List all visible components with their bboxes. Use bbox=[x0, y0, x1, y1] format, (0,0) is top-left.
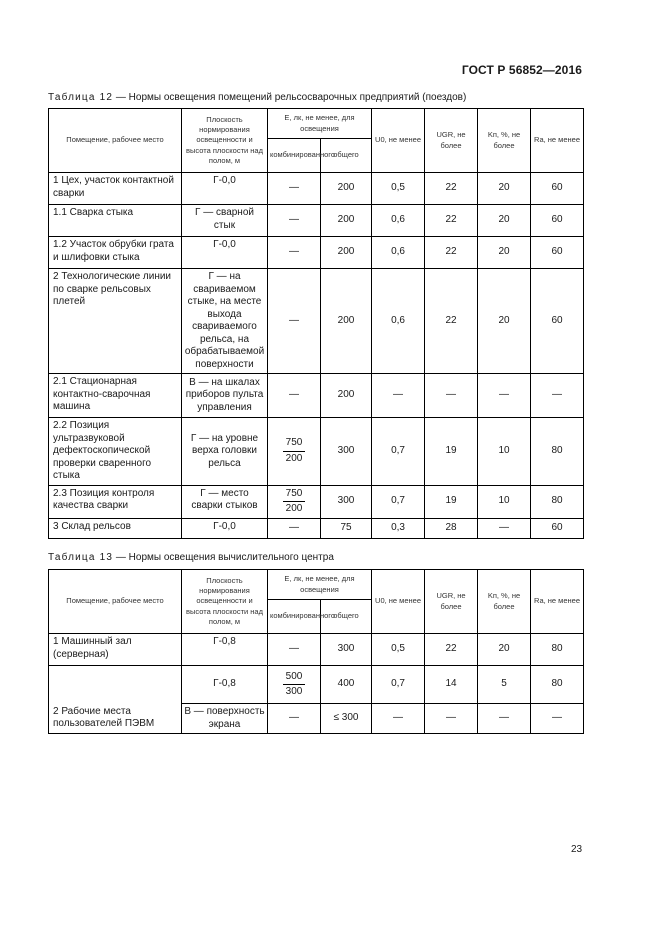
cell-plane: Г — на свариваемом стыке, на месте выхода свариваемого рельса, на обрабатываемой поверхности bbox=[182, 269, 268, 374]
cell-e-gen: 300 bbox=[321, 485, 372, 518]
cell-e-comb: — bbox=[268, 269, 321, 374]
page-number: 23 bbox=[571, 844, 583, 855]
cell-kp: 20 bbox=[478, 173, 531, 205]
cell-ugr: 22 bbox=[425, 634, 478, 666]
cell-ra: 60 bbox=[531, 205, 584, 237]
cell-room: 1 Цех, участок контактной сварки bbox=[49, 173, 182, 205]
cell-e-gen: 400 bbox=[321, 666, 372, 704]
cell-plane: Г-0,0 bbox=[182, 237, 268, 269]
cell-e-comb: — bbox=[268, 173, 321, 205]
cell-uo: 0,7 bbox=[372, 666, 425, 704]
cell-room: 1.1 Сварка стыка bbox=[49, 205, 182, 237]
cell-plane: Г-0,8 bbox=[182, 666, 268, 704]
table-12-title: — Нормы освещения помещений рельсосварочных предприятий (поездов) bbox=[115, 92, 467, 103]
cell-uo: 0,6 bbox=[372, 269, 425, 374]
cell-room bbox=[49, 666, 182, 704]
th-plane: Плоскость нормирования освещенности и высота плоскости над полом, м bbox=[182, 109, 268, 173]
th-e-comb: комбинированного bbox=[268, 139, 321, 173]
cell-e-gen: 200 bbox=[321, 173, 372, 205]
th-kp: Kп, %, не более bbox=[478, 570, 531, 634]
cell-kp: 10 bbox=[478, 418, 531, 486]
table-row bbox=[49, 205, 584, 237]
cell-e-comb: — bbox=[268, 237, 321, 269]
cell-e-comb: — bbox=[268, 518, 321, 538]
cell-e-comb: — bbox=[268, 205, 321, 237]
th-plane: Плоскость нормирования освещенности и высота плоскости над полом, м bbox=[182, 570, 268, 634]
th-e-gen: общего bbox=[321, 600, 372, 634]
cell-room: 1.2 Участок обрубки грата и шлифовки стыка bbox=[49, 237, 182, 269]
cell-e-comb bbox=[268, 485, 321, 518]
cell-e-gen: 200 bbox=[321, 269, 372, 374]
e-comb-fraction bbox=[283, 437, 306, 465]
th-ra: Ra, не менее bbox=[531, 109, 584, 173]
fraction-denominator: 300 bbox=[285, 686, 303, 697]
cell-kp: 5 bbox=[478, 666, 531, 704]
cell-kp: — bbox=[478, 374, 531, 418]
table-row bbox=[49, 518, 584, 538]
cell-room: 2.2 Позиция ультразвуковой дефектоскопической проверки сваренного стыка bbox=[49, 418, 182, 486]
cell-ugr: 22 bbox=[425, 173, 478, 205]
cell-e-gen: ≤ 300 bbox=[321, 704, 372, 734]
cell-ugr: 22 bbox=[425, 237, 478, 269]
table-row bbox=[49, 237, 584, 269]
cell-ra: 60 bbox=[531, 518, 584, 538]
th-uo: U0, не менее bbox=[372, 570, 425, 634]
cell-e-comb bbox=[268, 418, 321, 486]
cell-kp: 20 bbox=[478, 205, 531, 237]
th-ugr: UGR, не более bbox=[425, 109, 478, 173]
cell-e-gen: 75 bbox=[321, 518, 372, 538]
cell-e-comb bbox=[268, 666, 321, 704]
table-12-caption bbox=[48, 92, 466, 103]
cell-kp: — bbox=[478, 518, 531, 538]
table-row bbox=[49, 418, 584, 486]
cell-plane: Г-0,0 bbox=[182, 173, 268, 205]
cell-uo: 0,6 bbox=[372, 205, 425, 237]
table-12-label: Таблица 12 bbox=[48, 92, 114, 103]
table-13-title: — Нормы освещения вычислительного центра bbox=[115, 552, 334, 563]
table-row bbox=[49, 666, 584, 704]
cell-plane: Г — место сварки стыков bbox=[182, 485, 268, 518]
cell-room: 2 Технологические линии по сварке рельсовых плетей bbox=[49, 269, 182, 374]
cell-kp: — bbox=[478, 704, 531, 734]
cell-uo: — bbox=[372, 374, 425, 418]
table-13-label: Таблица 13 bbox=[48, 552, 114, 563]
cell-uo: — bbox=[372, 704, 425, 734]
cell-kp: 20 bbox=[478, 269, 531, 374]
cell-kp: 20 bbox=[478, 634, 531, 666]
th-e-group: E, лк, не менее, для освещения bbox=[268, 570, 372, 600]
cell-e-gen: 200 bbox=[321, 205, 372, 237]
fraction-numerator: 750 bbox=[283, 488, 306, 503]
cell-ugr: 19 bbox=[425, 485, 478, 518]
table-row bbox=[49, 374, 584, 418]
cell-uo: 0,7 bbox=[372, 418, 425, 486]
table-12 bbox=[48, 108, 584, 539]
cell-kp: 20 bbox=[478, 237, 531, 269]
standard-header: ГОСТ Р 56852—2016 bbox=[461, 63, 582, 77]
cell-ra: 80 bbox=[531, 485, 584, 518]
cell-e-gen: 200 bbox=[321, 237, 372, 269]
cell-uo: 0,5 bbox=[372, 634, 425, 666]
th-uo: U0, не менее bbox=[372, 109, 425, 173]
table-13-caption bbox=[48, 552, 334, 563]
cell-ugr: 22 bbox=[425, 205, 478, 237]
cell-ugr: 19 bbox=[425, 418, 478, 486]
cell-kp: 10 bbox=[478, 485, 531, 518]
cell-uo: 0,5 bbox=[372, 173, 425, 205]
cell-room: 2 Рабочие места пользователей ПЭВМ bbox=[49, 704, 182, 734]
cell-uo: 0,3 bbox=[372, 518, 425, 538]
fraction-denominator: 200 bbox=[285, 452, 303, 464]
cell-ugr: 28 bbox=[425, 518, 478, 538]
cell-ugr: — bbox=[425, 704, 478, 734]
cell-plane: Г — сварной стык bbox=[182, 205, 268, 237]
cell-plane: В — поверхность экрана bbox=[182, 704, 268, 734]
cell-uo: 0,6 bbox=[372, 237, 425, 269]
th-ugr: UGR, не более bbox=[425, 570, 478, 634]
table-row bbox=[49, 704, 584, 734]
e-comb-fraction bbox=[283, 488, 306, 516]
cell-plane: Г — на уровне верха головки рельса bbox=[182, 418, 268, 486]
cell-e-gen: 200 bbox=[321, 374, 372, 418]
th-kp: Kп, %, не более bbox=[478, 109, 531, 173]
cell-plane: В — на шкалах приборов пульта управления bbox=[182, 374, 268, 418]
th-room: Помещение, рабочее место bbox=[49, 109, 182, 173]
table-row bbox=[49, 485, 584, 518]
cell-ra: 80 bbox=[531, 666, 584, 704]
cell-room: 1 Машинный зал (серверная) bbox=[49, 634, 182, 666]
cell-ra: 80 bbox=[531, 634, 584, 666]
table-row bbox=[49, 269, 584, 374]
cell-plane: Г-0,8 bbox=[182, 634, 268, 666]
cell-room: 2.3 Позиция контроля качества сварки bbox=[49, 485, 182, 518]
cell-e-gen: 300 bbox=[321, 418, 372, 486]
th-room: Помещение, рабочее место bbox=[49, 570, 182, 634]
th-e-comb: комбинированного bbox=[268, 600, 321, 634]
cell-uo: 0,7 bbox=[372, 485, 425, 518]
cell-ra: — bbox=[531, 374, 584, 418]
cell-room: 3 Склад рельсов bbox=[49, 518, 182, 538]
cell-ugr: 14 bbox=[425, 666, 478, 704]
cell-plane: Г-0,0 bbox=[182, 518, 268, 538]
cell-ugr: — bbox=[425, 374, 478, 418]
fraction-denominator: 200 bbox=[285, 503, 303, 514]
fraction-numerator: 750 bbox=[283, 437, 306, 452]
e-comb-fraction bbox=[283, 671, 306, 699]
table-row bbox=[49, 173, 584, 205]
th-e-group: E, лк, не менее, для освещения bbox=[268, 109, 372, 139]
cell-ugr: 22 bbox=[425, 269, 478, 374]
th-ra: Ra, не менее bbox=[531, 570, 584, 634]
fraction-numerator: 500 bbox=[283, 671, 306, 686]
cell-room: 2.1 Стационарная контактно-сварочная машина bbox=[49, 374, 182, 418]
cell-ra: 60 bbox=[531, 237, 584, 269]
cell-ra: 60 bbox=[531, 173, 584, 205]
cell-e-comb: — bbox=[268, 374, 321, 418]
cell-ra: 80 bbox=[531, 418, 584, 486]
cell-e-gen: 300 bbox=[321, 634, 372, 666]
cell-e-comb: — bbox=[268, 704, 321, 734]
th-e-gen: общего bbox=[321, 139, 372, 173]
cell-e-comb: — bbox=[268, 634, 321, 666]
cell-ra: 60 bbox=[531, 269, 584, 374]
table-row bbox=[49, 634, 584, 666]
table-13 bbox=[48, 569, 584, 734]
cell-ra: — bbox=[531, 704, 584, 734]
